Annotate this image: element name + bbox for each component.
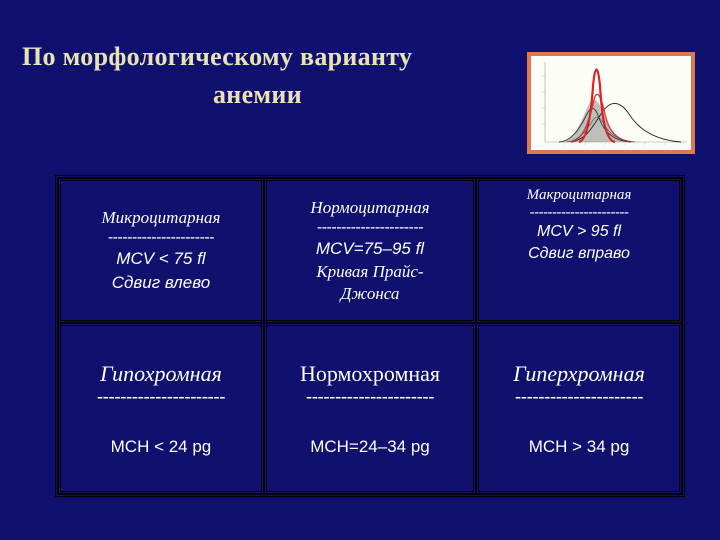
- normocytic-curve-line-2: Джонса: [340, 283, 400, 303]
- hypochromic-mch: MCH < 24 pg: [110, 436, 212, 456]
- page-title: [0, 38, 525, 114]
- price-jones-curve-thumbnail: [527, 52, 695, 154]
- macrocytic-shift: Сдвиг вправо: [528, 245, 630, 262]
- macrocytic-label: Макроцитарная: [526, 187, 632, 203]
- hypochromic-divider: ----------------------: [96, 386, 226, 408]
- hyperchromic-label: Гиперхромная: [513, 360, 645, 386]
- cell-microcytic: [58, 178, 264, 323]
- normocytic-label: Нормоцитарная: [310, 197, 430, 217]
- normochromic-divider: ----------------------: [305, 386, 435, 408]
- table-row-mcv: [58, 178, 682, 323]
- title-line-2: анемии: [213, 80, 302, 109]
- macrocytic-mcv: MCV > 95 fl: [537, 223, 622, 240]
- cell-normochromic: [264, 323, 476, 494]
- microcytic-divider: ----------------------: [107, 228, 215, 246]
- microcytic-mcv: MCV < 75 fl: [116, 248, 206, 268]
- normocytic-curve-line-1: Кривая Прайс-: [316, 261, 424, 281]
- classification-table: [55, 175, 685, 497]
- normochromic-mch: MCH=24–34 pg: [310, 436, 430, 456]
- table-row-mch: [58, 323, 682, 494]
- normocytic-mcv: MCV=75–95 fl: [315, 238, 425, 258]
- title-line-1: По морфологическому варианту: [22, 42, 413, 71]
- hyperchromic-divider: ----------------------: [514, 386, 644, 408]
- cell-macrocytic: [476, 178, 682, 323]
- hypochromic-label: Гипохромная: [100, 360, 222, 386]
- macrocytic-divider: ----------------------: [529, 204, 629, 221]
- price-jones-curve-graphic: [531, 56, 691, 150]
- cell-normocytic: [264, 178, 476, 323]
- microcytic-shift: Сдвиг влево: [111, 272, 211, 292]
- cell-hypochromic: [58, 323, 264, 494]
- microcytic-label: Микроцитарная: [101, 207, 221, 227]
- cell-hyperchromic: [476, 323, 682, 494]
- normochromic-label: Нормохромная: [299, 360, 441, 386]
- hyperchromic-mch: MCH > 34 pg: [528, 436, 630, 456]
- normocytic-divider: ----------------------: [316, 218, 424, 236]
